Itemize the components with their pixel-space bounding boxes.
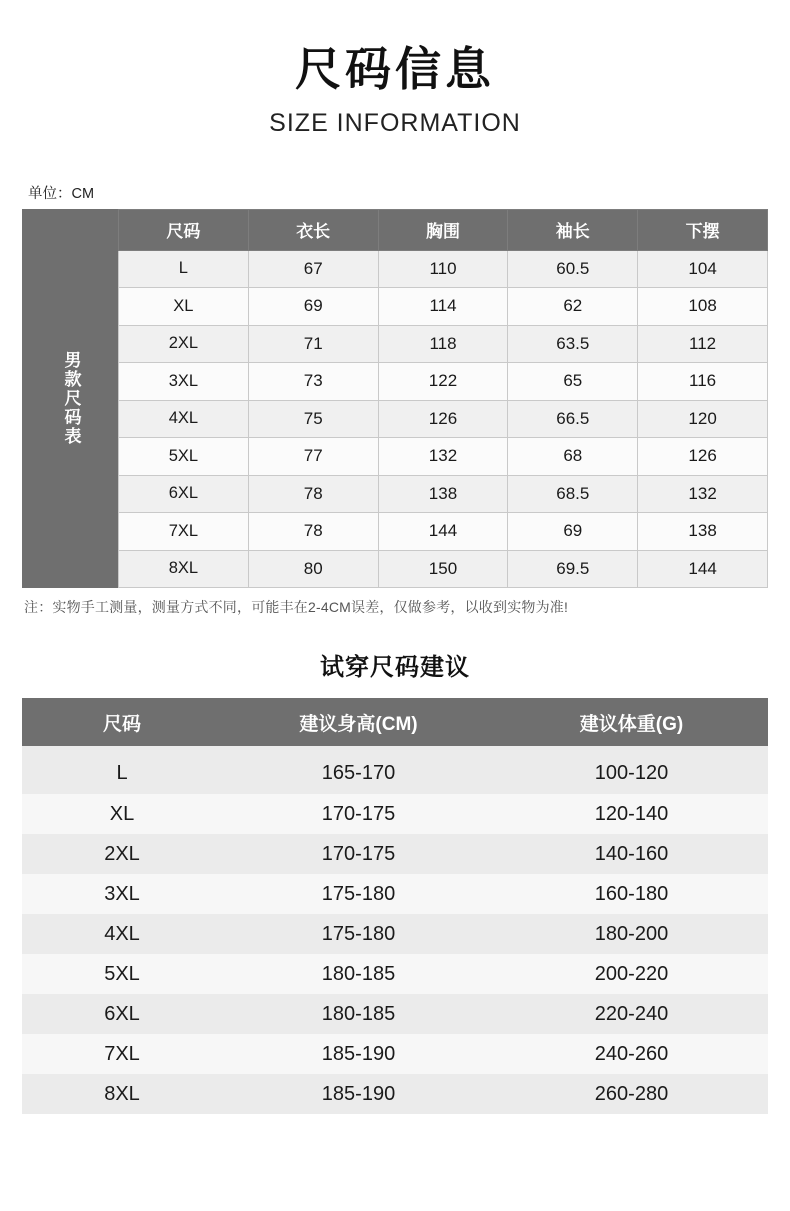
cell-height: 180-185 — [321, 962, 396, 985]
cell-length: 67 — [248, 250, 378, 288]
cell-height: 185-190 — [321, 1042, 396, 1065]
advice-table — [22, 698, 768, 1114]
cell-hem: 144 — [638, 550, 768, 588]
cell-sleeve: 68 — [508, 438, 638, 476]
cell-size: L — [119, 250, 249, 288]
cell-size: 7XL — [119, 513, 249, 551]
cell-weight: 100-120 — [594, 762, 669, 785]
cell-hem: 104 — [638, 250, 768, 288]
cell-hem: 126 — [638, 438, 768, 476]
cell-bust: 150 — [378, 550, 508, 588]
cell-height: 170-175 — [321, 842, 396, 865]
column-header: 建议体重(G) — [495, 698, 768, 746]
cell-size: 2XL — [119, 325, 249, 363]
table-row — [119, 475, 768, 513]
table-row — [22, 794, 768, 834]
cell-size: XL — [109, 802, 135, 825]
cell-height: 170-175 — [321, 802, 396, 825]
column-header: 胸围 — [378, 209, 508, 250]
cell-weight: 120-140 — [594, 802, 669, 825]
cell-size: 5XL — [119, 438, 249, 476]
column-header: 下摆 — [638, 209, 768, 250]
advice-section-title: 试穿尺码建议 — [320, 654, 470, 682]
table-row — [22, 1074, 768, 1114]
table-row — [22, 874, 768, 914]
cell-bust: 138 — [378, 475, 508, 513]
table-row — [22, 994, 768, 1034]
cell-bust: 144 — [378, 513, 508, 551]
column-header: 建议身高(CM) — [222, 698, 495, 746]
cell-bust: 110 — [378, 250, 508, 288]
cell-size: 2XL — [104, 842, 140, 865]
cell-weight: 140-160 — [594, 842, 669, 865]
table-header-row — [22, 698, 768, 746]
page-title-en: SIZE INFORMATION — [269, 108, 521, 137]
column-header: 衣长 — [248, 209, 378, 250]
cell-height: 175-180 — [321, 882, 396, 905]
cell-size: 6XL — [119, 475, 249, 513]
cell-hem: 108 — [638, 288, 768, 326]
table-header-row — [119, 209, 768, 250]
cell-hem: 132 — [638, 475, 768, 513]
page-title-cn: 尺码信息 — [295, 43, 495, 95]
cell-length: 80 — [248, 550, 378, 588]
cell-length: 77 — [248, 438, 378, 476]
cell-size: 4XL — [104, 922, 140, 945]
advice-table-section — [22, 698, 768, 1114]
measurement-footnote: 注：实物手工测量，测量方式不同，可能丰在2-4CM误差，仅做参考，以收到实物为准! — [24, 599, 569, 616]
table-row — [22, 1034, 768, 1074]
cell-bust: 126 — [378, 400, 508, 438]
cell-size: L — [116, 762, 128, 785]
cell-sleeve: 69.5 — [508, 550, 638, 588]
cell-length: 71 — [248, 325, 378, 363]
cell-sleeve: 66.5 — [508, 400, 638, 438]
cell-sleeve: 65 — [508, 363, 638, 401]
size-table-section — [22, 209, 768, 589]
table-row — [22, 834, 768, 874]
cell-size: 8XL — [104, 1082, 140, 1105]
cell-length: 78 — [248, 475, 378, 513]
table-row — [119, 250, 768, 288]
cell-weight: 240-260 — [594, 1042, 669, 1065]
table-row — [119, 325, 768, 363]
cell-size: 3XL — [104, 882, 140, 905]
cell-bust: 132 — [378, 438, 508, 476]
cell-bust: 114 — [378, 288, 508, 326]
table-row — [22, 954, 768, 994]
cell-length: 78 — [248, 513, 378, 551]
cell-sleeve: 63.5 — [508, 325, 638, 363]
cell-length: 75 — [248, 400, 378, 438]
cell-weight: 200-220 — [594, 962, 669, 985]
cell-height: 185-190 — [321, 1082, 396, 1105]
cell-size: XL — [119, 288, 249, 326]
cell-hem: 120 — [638, 400, 768, 438]
cell-hem: 138 — [638, 513, 768, 551]
cell-bust: 118 — [378, 325, 508, 363]
cell-height: 175-180 — [321, 922, 396, 945]
cell-weight: 220-240 — [594, 1002, 669, 1025]
cell-height: 180-185 — [321, 1002, 396, 1025]
column-header: 尺码 — [119, 209, 249, 250]
cell-sleeve: 62 — [508, 288, 638, 326]
cell-weight: 160-180 — [594, 882, 669, 905]
column-header: 袖长 — [508, 209, 638, 250]
cell-length: 69 — [248, 288, 378, 326]
cell-weight: 260-280 — [594, 1082, 669, 1105]
table-row — [119, 550, 768, 588]
cell-weight: 180-200 — [594, 922, 669, 945]
cell-height: 165-170 — [321, 762, 396, 785]
cell-bust: 122 — [378, 363, 508, 401]
table-row — [119, 400, 768, 438]
table-row — [119, 438, 768, 476]
table-row — [119, 288, 768, 326]
table-row — [119, 513, 768, 551]
cell-hem: 112 — [638, 325, 768, 363]
unit-note: 单位：CM — [28, 185, 95, 202]
cell-size: 7XL — [104, 1042, 140, 1065]
size-table-side-label: 男款尺码表 — [22, 209, 118, 589]
cell-length: 73 — [248, 363, 378, 401]
table-row — [22, 914, 768, 954]
cell-hem: 116 — [638, 363, 768, 401]
cell-size: 8XL — [119, 550, 249, 588]
size-table — [118, 209, 768, 589]
cell-size: 5XL — [104, 962, 140, 985]
cell-size: 6XL — [104, 1002, 140, 1025]
table-row — [22, 746, 768, 794]
cell-sleeve: 68.5 — [508, 475, 638, 513]
cell-sleeve: 60.5 — [508, 250, 638, 288]
cell-size: 3XL — [119, 363, 249, 401]
cell-size: 4XL — [119, 400, 249, 438]
column-header: 尺码 — [22, 698, 222, 746]
page-header — [0, 0, 790, 138]
cell-sleeve: 69 — [508, 513, 638, 551]
table-row — [119, 363, 768, 401]
